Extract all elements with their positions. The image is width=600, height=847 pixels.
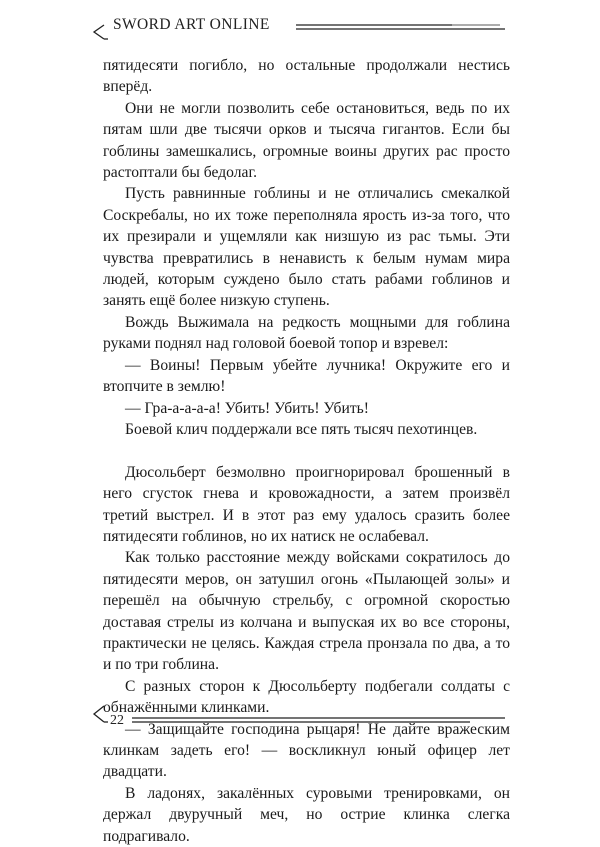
paragraph: Пусть равнинные гоблины и не отличались смекалкой Соскребалы, но их тоже переполняла ярость из-за того, что их презирали и ущемляли как низшую из рас тьмы. Эти чувства превратились в ненависть к белым нумам мира людей, которым суждено было стать рабами гоблинов и занять ещё более низкую ступень. [103, 185, 510, 310]
paragraph: Вождь Выжимала на редкость мощными для гоблина руками поднял над головой боевой топор и взревел: [103, 313, 510, 353]
paragraph: Они не могли позволить себе остановиться, ведь по их пятам шли две тысячи орков и тысяча гигантов. Если бы гоблины замешкались, огромные воины других рас просто растоптали бы бедолаг. [103, 99, 510, 182]
running-header-title: SWORD ART ONLINE [113, 16, 270, 33]
paragraph: С разных сторон к Дюсольберту подбегали солдаты с обнажёнными клинками. [103, 677, 510, 717]
paragraph: пятидесяти погибло, но остальные продолжали нестись вперёд. [103, 57, 510, 96]
paragraph: Как только расстояние между войсками сократилось до пятидесяти меров, он затушил огонь «Пылающей золы» и перешёл на обычную стрельбу, с огромной скоростью доставая стрелы из колчана и выпуская их во все стороны, практически не целясь. Каждая стрела пронзала по два, а то и по три гоблина. [103, 549, 510, 674]
page-number: 22 [110, 713, 124, 728]
dialogue-line: — Воины! Первым убейте лучника! Окружите его и втопчите в землю! [103, 356, 510, 396]
footer-bracket-icon [94, 706, 104, 722]
paragraph: Боевой клич поддержали все пять тысяч пехотинцев. [125, 420, 478, 438]
paragraph: В ладонях, закалённых суровыми тренировками, он держал двуручный меч, но острие клинка слегка подрагивало. [103, 784, 510, 845]
dialogue-line: — Гра-а-а-а-а! Убить! Убить! Убить! [125, 399, 369, 417]
dialogue-line: — Защищайте господина рыцаря! Не дайте вражеским клинкам задеть его! — воскликнул юный офицер лет двадцати. [103, 720, 510, 781]
paragraph: Дюсольберт безмолвно проигнорировал брошенный в него сгусток гнева и кровожадности, а затем произвёл третий выстрел. И в этот раз ему удалось сразить более пятидесяти гоблинов, но их натиск не ослабевал. [103, 463, 510, 545]
